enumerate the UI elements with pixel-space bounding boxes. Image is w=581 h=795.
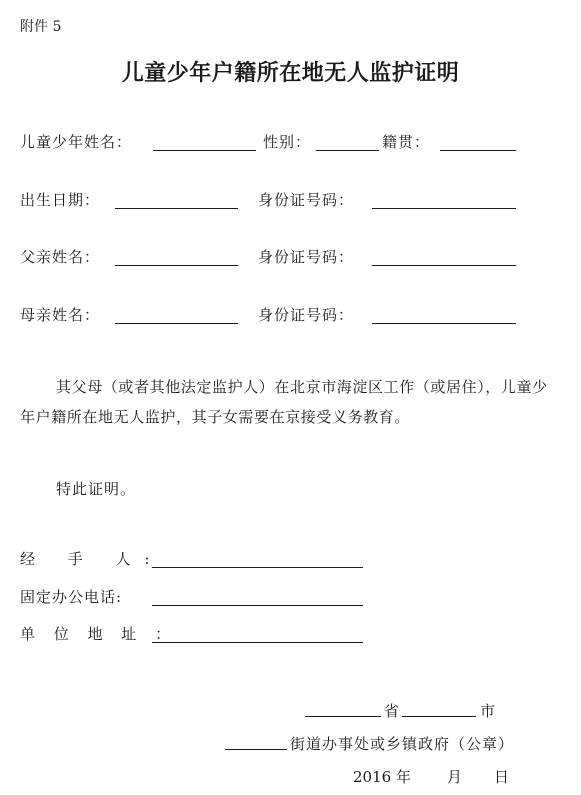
closing-text: 特此证明。	[56, 480, 137, 498]
mother-name-field[interactable]	[115, 323, 238, 324]
handler-field[interactable]	[152, 567, 363, 568]
address-label: 单 位 地 址 ：	[20, 625, 178, 643]
handler-label: 经 手 人:	[20, 550, 164, 568]
province-label: 省	[384, 702, 400, 720]
city-field[interactable]	[402, 716, 476, 717]
city-label: 市	[480, 702, 496, 720]
id-number-label: 身份证号码：	[258, 191, 355, 209]
date-month: 月	[447, 768, 463, 786]
native-place-label: 籍贯：	[382, 133, 431, 151]
birth-date-field[interactable]	[115, 208, 238, 209]
date-year: 2016 年	[353, 768, 411, 786]
father-id-field[interactable]	[372, 265, 516, 266]
attachment-number: 附件 5	[20, 19, 62, 35]
father-name-label: 父亲姓名：	[20, 248, 101, 266]
mother-id-field[interactable]	[372, 323, 516, 324]
phone-field[interactable]	[152, 605, 363, 606]
gender-label: 性别：	[263, 133, 312, 151]
mother-id-label: 身份证号码：	[258, 306, 355, 324]
father-id-label: 身份证号码：	[258, 248, 355, 266]
gender-field[interactable]	[316, 150, 379, 151]
id-number-field[interactable]	[372, 208, 516, 209]
office-label: 街道办事处或乡镇政府（公章）	[290, 735, 515, 753]
date-day: 日	[494, 768, 510, 786]
child-name-field[interactable]	[153, 150, 256, 151]
address-field[interactable]	[152, 642, 363, 643]
office-field[interactable]	[225, 749, 287, 750]
page-title: 儿童少年户籍所在地无人监护证明	[121, 60, 460, 86]
body-paragraph: 其父母（或者其他法定监护人）在北京市海淀区工作（或居住），儿童少年户籍所在地无人监护，其子女需要在京接受义务教育。	[20, 378, 548, 426]
mother-name-label: 母亲姓名：	[20, 306, 101, 324]
child-name-label: 儿童少年姓名：	[20, 133, 133, 151]
father-name-field[interactable]	[115, 265, 238, 266]
birth-date-label: 出生日期：	[20, 191, 101, 209]
phone-label: 固定办公电话:	[20, 588, 123, 606]
province-field[interactable]	[305, 716, 381, 717]
native-place-field[interactable]	[440, 150, 516, 151]
